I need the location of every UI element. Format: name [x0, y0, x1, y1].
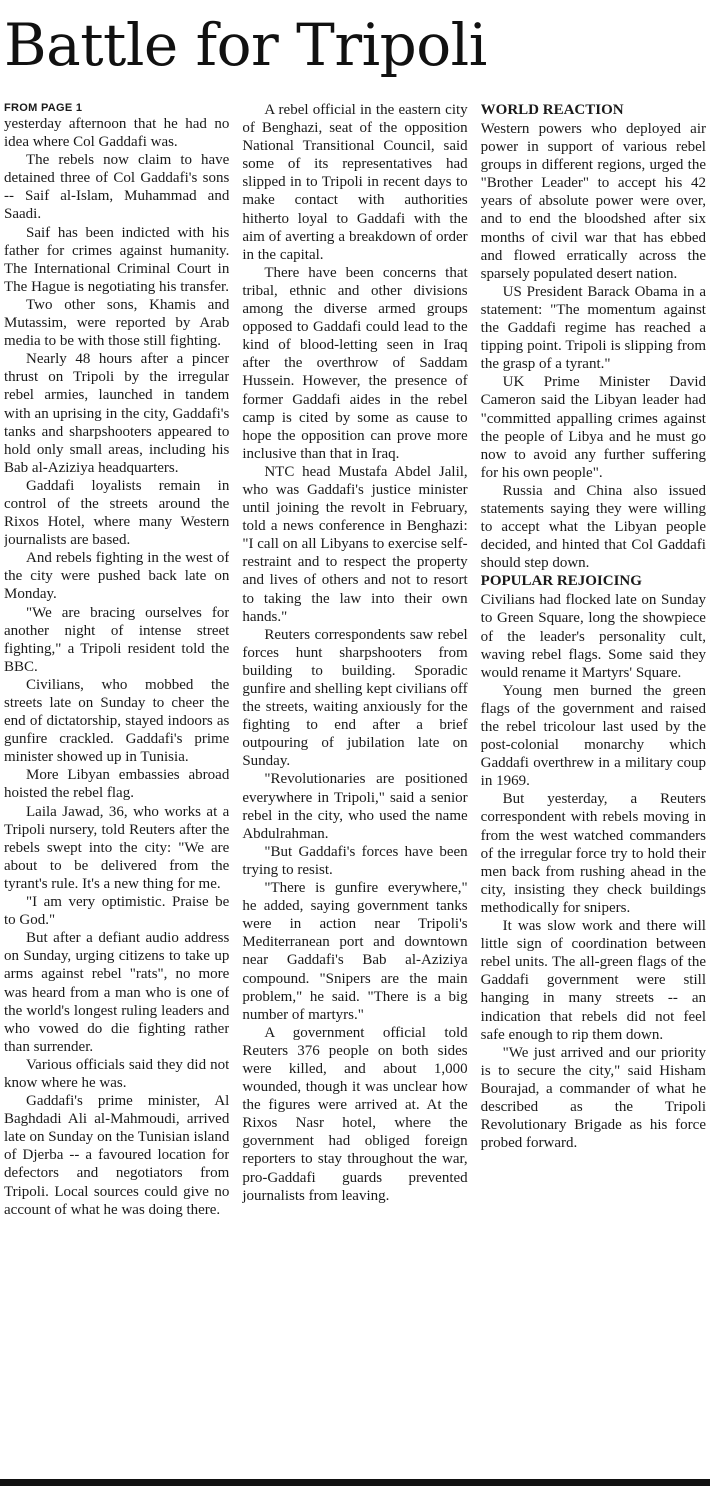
paragraph: "We just arrived and our priority is to secure the city," said Hisham Bourajad, a commander of what he described as the Tripoli Revolutionary Brigade as his force probed forward. — [480, 1044, 706, 1152]
continued-from-kicker: FROM PAGE 1 — [4, 102, 83, 114]
paragraph: UK Prime Minister David Cameron said the Libyan leader had "committed appalling crimes against the people of Libya and he must go now to avoid any further suffering for his own people". — [480, 374, 706, 481]
article-column-2 — [242, 101, 467, 1477]
paragraph: Reuters correspondents saw rebel forces hunt sharpshooters from building to building. Sporadic gunfire and shelling kept civilians off the streets, waiting anxiously for the fighting to end after a brief outpouring of jubilation late on Sunday. — [242, 626, 468, 770]
paragraph: A rebel official in the eastern city of Benghazi, seat of the opposition National Transitional Council, said some of its representatives had slipped in to Tripoli in recent days to make contact with authorities hitherto loyal to Gaddafi with the aim of averting a breakdown of order in the capital. — [242, 102, 468, 263]
headline: Battle for Tripoli — [4, 11, 487, 79]
paragraph: "We are bracing ourselves for another night of intense street fighting," a Tripoli resident told the BBC. — [4, 604, 230, 675]
paragraph: "There is gunfire everywhere," he added, saying government tanks were in action near Tripoli's Mediterranean port and downtown near Gaddafi's Bab al-Aziziya compound. "Snipers are the main problem," he said. "There is a big number of martyrs." — [242, 880, 468, 1023]
paragraph: "Revolutionaries are positioned everywhere in Tripoli," said a senior rebel in the city, who used the name Abdulrahman. — [242, 771, 468, 842]
paragraph: NTC head Mustafa Abdel Jalil, who was Gaddafi's justice minister until joining the revolt in February, told a news conference in Benghazi: "I call on all Libyans to exercise self-restraint and to respect the property and lives of others and not to resort to taking the law into their own hands." — [242, 463, 468, 625]
paragraph: And rebels fighting in the west of the city were pushed back late on Monday. — [4, 550, 230, 603]
article-column-3 — [481, 101, 706, 1477]
paragraph: Various officials said they did not know where he was. — [4, 1056, 230, 1091]
article-column-1 — [4, 101, 229, 1477]
paragraph: Civilians, who mobbed the streets late on Sunday to cheer the end of dictatorship, stayed indoors as gunfire crackled. Gaddafi's prime minister showed up in Tunisia. — [4, 676, 230, 766]
paragraph: A government official told Reuters 376 people on both sides were killed, and about 1,000 wounded, though it was unclear how the figures were arrived at. At the Rixos Nasr hotel, where the government had obliged foreign reporters to stay throughout the war, pro-Gaddafi guards prevented journalists from leaving. — [242, 1024, 468, 1204]
paragraph: But after a defiant audio address on Sunday, urging citizens to take up arms against rebel "rats", no more was heard from a man who is one of the world's longest ruling leaders and who vowed do die fighting rather than surrender. — [4, 930, 230, 1055]
paragraph: There have been concerns that tribal, ethnic and other divisions among the diverse armed groups opposed to Gaddafi could lead to the kind of blood-letting seen in Iraq after the overthrow of Saddam Hussein. However, the presence of former Gaddafi aides in the rebel camp is cited by some as cause to hope the opposition can prove more inclusive than that in Iraq. — [242, 264, 468, 462]
subhead-popular-rejoicing: POPULAR REJOICING — [480, 573, 642, 590]
paragraph: Russia and China also issued statements saying they were willing to accept what the Libyan people decided, and hinted that Col Gaddafi should step down. — [480, 482, 706, 572]
paragraph: Nearly 48 hours after a pincer thrust on Tripoli by the irregular rebel armies, launched in tandem with an uprising in the city, Gaddafi's tanks and sharpshooters appeared to hold only small areas, including his Bab al-Aziziya headquarters. — [4, 351, 230, 476]
paragraph: Gaddafi loyalists remain in control of the streets around the Rixos Hotel, where many Western journalists are based. — [4, 477, 230, 549]
article-body — [4, 101, 706, 1477]
paragraph: "But Gaddafi's forces have been trying to resist. — [242, 843, 468, 878]
paragraph: Western powers who deployed air power in support of various rebel groups in different regions, urged the "Brother Leader" to accept his 42 years of absolute power were over, and to end the bloodshed after six months of civil war that has ebbed and flowed erratically across the sparsely populated desert nation. — [480, 121, 706, 282]
paragraph: Civilians had flocked late on Sunday to Green Square, long the showpiece of the leader's personality cult, waving rebel flags. Some said they would rename it Martyrs' Square. — [480, 592, 706, 681]
paragraph: Saif has been indicted with his father for crimes against humanity. The International Criminal Court in The Hague is negotiating his transfer. — [4, 224, 230, 295]
bottom-rule — [0, 1479, 710, 1486]
paragraph: Gaddafi's prime minister, Al Baghdadi Ali al-Mahmoudi, arrived late on Sunday on the Tunisian island of Djerba -- a favoured location for defectors and negotiators from Tripoli. Local sources could give no account of what he was doing there. — [4, 1093, 230, 1218]
paragraph: More Libyan embassies abroad hoisted the rebel flag. — [4, 767, 230, 802]
paragraph: Laila Jawad, 36, who works at a Tripoli nursery, told Reuters after the rebels swept into the city: "We are about to be delivered from the tyrant's rule. It's a new thing for me. — [4, 803, 230, 892]
paragraph: Two other sons, Khamis and Mutassim, were reported by Arab media to be with those still fighting. — [4, 296, 230, 350]
paragraph: It was slow work and there will little sign of coordination between rebel units. The all-green flags of the Gaddafi government were still hanging in many streets -- an indication that rebels did not feel safe enough to rip them down. — [480, 918, 706, 1043]
paragraph: The rebels now claim to have detained three of Col Gaddafi's sons -- Saif al-Islam, Muhammad and Saadi. — [4, 152, 230, 223]
paragraph: US President Barack Obama in a statement: "The momentum against the Gaddafi regime has reached a tipping point. Tripoli is slipping from the grasp of a tyrant." — [480, 283, 706, 373]
subhead-world-reaction: WORLD REACTION — [480, 102, 624, 118]
paragraph: But yesterday, a Reuters correspondent with rebels moving in from the west watched commanders of the irregular force try to hold their men back from rushing ahead in the city, insisting they check buildings methodically for snipers. — [480, 791, 706, 916]
paragraph: Young men burned the green flags of the government and raised the rebel tricolour last used by the post-colonial monarchy which Gaddafi overthrew in a military coup in 1969. — [480, 682, 706, 790]
paragraph: "I am very optimistic. Praise be to God." — [4, 894, 230, 929]
paragraph: yesterday afternoon that he had no idea where Col Gaddafi was. — [4, 116, 230, 151]
